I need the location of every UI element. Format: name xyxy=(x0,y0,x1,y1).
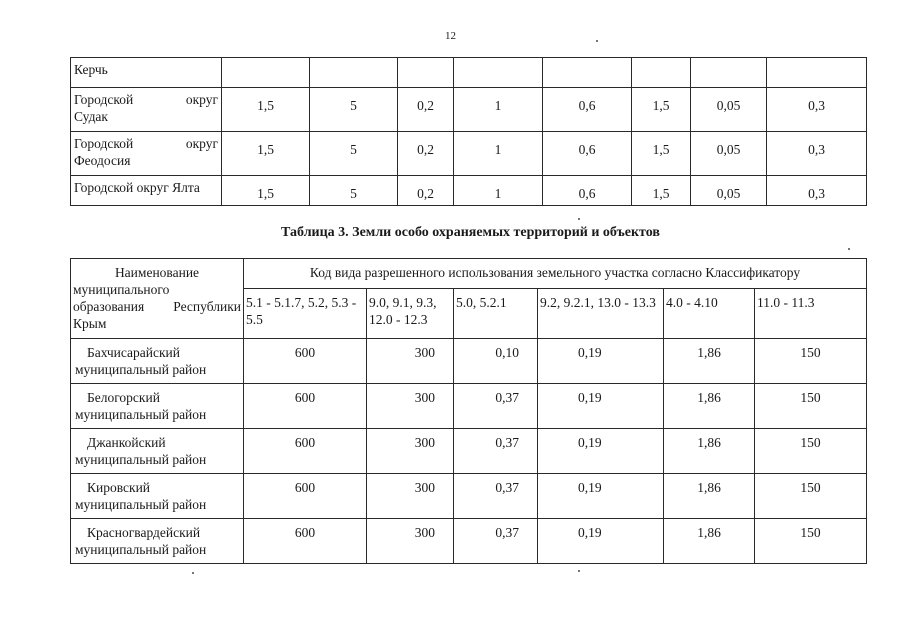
value-cell xyxy=(398,58,454,88)
value-cell: 0,05 xyxy=(691,88,767,132)
value-cell: 0,3 xyxy=(767,176,867,206)
value-cell: 600 xyxy=(244,384,367,429)
value-cell: 1 xyxy=(454,176,543,206)
table-row xyxy=(71,176,867,206)
table-row xyxy=(71,339,867,384)
value-cell: 0,3 xyxy=(767,88,867,132)
table-row xyxy=(71,58,867,88)
value-cell: 1,86 xyxy=(664,429,755,474)
table-row xyxy=(71,519,867,564)
table-row xyxy=(71,384,867,429)
name-line xyxy=(74,135,218,152)
page-number: 12 xyxy=(445,30,456,42)
value-cell: 1,5 xyxy=(632,132,691,176)
value-cell: 600 xyxy=(244,519,367,564)
district-name-line: Бахчисарайский xyxy=(87,345,180,360)
value-cell: 600 xyxy=(244,474,367,519)
code-header-cell: 4.0 - 4.10 xyxy=(664,289,755,339)
value-cell: 0,6 xyxy=(543,88,632,132)
value-cell: 5 xyxy=(310,132,398,176)
district-name-line: Джанкойский xyxy=(87,435,166,450)
value-cell: 0,2 xyxy=(398,88,454,132)
scan-speck xyxy=(848,248,850,250)
value-cell: 0,05 xyxy=(691,176,767,206)
value-cell: 1,5 xyxy=(222,132,310,176)
district-type-line: муниципальный район xyxy=(75,362,207,377)
scan-speck xyxy=(578,570,580,572)
value-cell: 0,19 xyxy=(538,339,664,384)
value-cell: 0,37 xyxy=(454,384,538,429)
value-cell: 0,6 xyxy=(543,176,632,206)
header-name-line: образования Республики xyxy=(73,299,241,314)
value-cell: 0,37 xyxy=(454,519,538,564)
value-cell: 0,19 xyxy=(538,519,664,564)
municipality-name: Керчь xyxy=(71,58,222,88)
value-cell xyxy=(454,58,543,88)
district-name-line: Красногвардейский xyxy=(87,525,201,540)
code-header-cell: 9.0, 9.1, 9.3, 12.0 - 12.3 xyxy=(367,289,454,339)
value-cell: 300 xyxy=(367,384,454,429)
name-line: Феодосия xyxy=(74,153,131,168)
value-cell: 0,05 xyxy=(691,132,767,176)
value-cell: 1,5 xyxy=(222,88,310,132)
value-cell xyxy=(691,58,767,88)
value-cell: 0,19 xyxy=(538,429,664,474)
value-cell: 0,3 xyxy=(767,132,867,176)
header-name-line: Наименование xyxy=(114,265,200,280)
value-cell: 0,2 xyxy=(398,176,454,206)
value-cell: 150 xyxy=(755,519,867,564)
name-part: Городской xyxy=(74,92,134,107)
value-cell: 600 xyxy=(244,429,367,474)
value-cell: 300 xyxy=(367,519,454,564)
district-name xyxy=(71,429,244,474)
value-cell: 0,2 xyxy=(398,132,454,176)
value-cell: 1,5 xyxy=(632,176,691,206)
value-cell: 300 xyxy=(367,339,454,384)
value-cell: 0,6 xyxy=(543,132,632,176)
municipality-name xyxy=(71,132,222,176)
district-type-line: муниципальный район xyxy=(75,407,207,422)
municipality-name: Городской округ Ялта xyxy=(71,176,222,206)
district-name xyxy=(71,519,244,564)
value-cell xyxy=(222,58,310,88)
value-cell: 1,86 xyxy=(664,384,755,429)
table-row xyxy=(71,429,867,474)
district-name-line: Кировский xyxy=(87,480,151,495)
value-cell: 0,37 xyxy=(454,429,538,474)
value-cell xyxy=(767,58,867,88)
table-caption: Таблица 3. Земли особо охраняемых территорий и объектов xyxy=(281,225,660,240)
value-cell xyxy=(310,58,398,88)
scan-speck xyxy=(192,572,194,574)
value-cell: 5 xyxy=(310,176,398,206)
value-cell: 1 xyxy=(454,132,543,176)
value-cell xyxy=(632,58,691,88)
district-name xyxy=(71,339,244,384)
scan-speck xyxy=(578,218,580,220)
district-type-line: муниципальный район xyxy=(75,542,207,557)
district-name xyxy=(71,474,244,519)
value-cell: 300 xyxy=(367,474,454,519)
header-code-title: Код вида разрешенного использования земельного участка согласно Классификатору xyxy=(244,259,867,289)
code-header-cell: 5.1 - 5.1.7, 5.2, 5.3 - 5.5 xyxy=(244,289,367,339)
value-cell: 0,10 xyxy=(454,339,538,384)
table-land-use-coefficients xyxy=(70,57,867,206)
header-municipality xyxy=(71,259,244,339)
value-cell: 1,5 xyxy=(632,88,691,132)
municipality-name xyxy=(71,88,222,132)
name-part: округ xyxy=(185,136,218,151)
scan-speck xyxy=(596,40,598,42)
value-cell: 0,37 xyxy=(454,474,538,519)
value-cell: 300 xyxy=(367,429,454,474)
value-cell: 1,86 xyxy=(664,519,755,564)
value-cell: 0,19 xyxy=(538,474,664,519)
value-cell xyxy=(543,58,632,88)
district-type-line: муниципальный район xyxy=(75,452,207,467)
header-name-line: Крым xyxy=(73,316,107,331)
value-cell: 150 xyxy=(755,384,867,429)
value-cell: 0,19 xyxy=(538,384,664,429)
name-line xyxy=(74,91,218,108)
code-header-cell: 5.0, 5.2.1 xyxy=(454,289,538,339)
district-type-line: муниципальный район xyxy=(75,497,207,512)
table-row xyxy=(71,88,867,132)
table-protected-lands xyxy=(70,258,867,564)
name-part: Городской xyxy=(74,136,134,151)
value-cell: 1,86 xyxy=(664,474,755,519)
code-header-cell: 9.2, 9.2.1, 13.0 - 13.3 xyxy=(538,289,664,339)
district-name-line: Белогорский xyxy=(87,390,160,405)
name-line: Судак xyxy=(74,109,108,124)
table-row xyxy=(71,474,867,519)
value-cell: 150 xyxy=(755,339,867,384)
value-cell: 1,86 xyxy=(664,339,755,384)
value-cell: 150 xyxy=(755,429,867,474)
district-name xyxy=(71,384,244,429)
value-cell: 5 xyxy=(310,88,398,132)
value-cell: 150 xyxy=(755,474,867,519)
code-header-cell: 11.0 - 11.3 xyxy=(755,289,867,339)
name-part: округ xyxy=(185,92,218,107)
header-name-line: муниципального xyxy=(73,282,170,297)
table-row xyxy=(71,132,867,176)
value-cell: 1,5 xyxy=(222,176,310,206)
value-cell: 600 xyxy=(244,339,367,384)
value-cell: 1 xyxy=(454,88,543,132)
